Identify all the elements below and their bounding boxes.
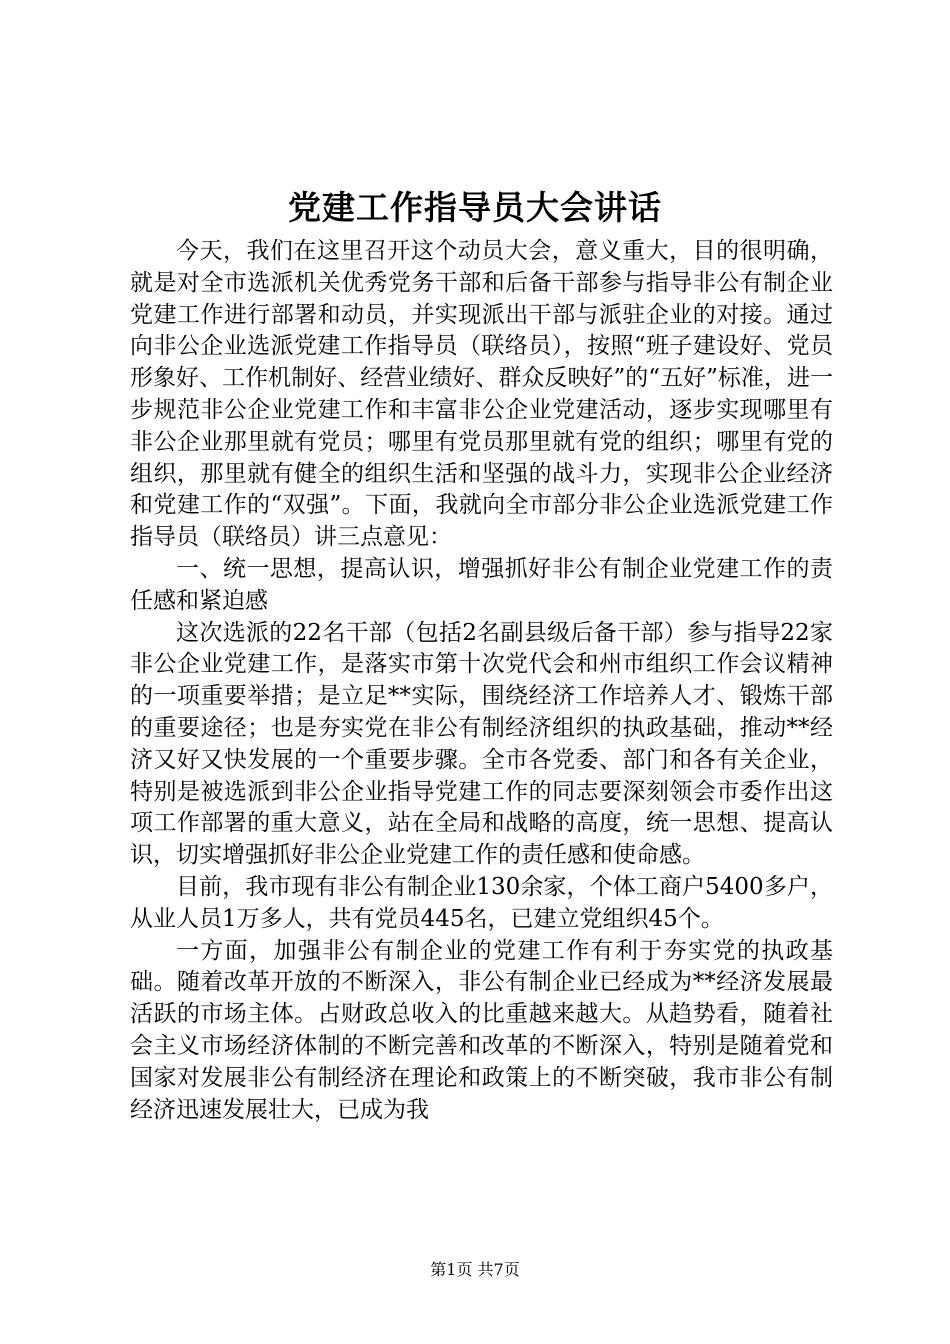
page-footer: 第1页 共7页	[430, 1260, 520, 1279]
paragraph: 一方面，加强非公有制企业的党建工作有利于夯实党的执政基础。随着改革开放的不断深入，非公有制企业已经成为**经济发展最活跃的市场主体。占财政总收入的比重越来越大。从趋势看，随着社会主义市场经济体制的不断完善和改革的不断深入，特别是随着党和国家对发展非公有制经济在理论和政策上的不断突破，我市非公有制经济迅速发展壮大，已成为我	[130, 937, 833, 1123]
paragraph: 今天，我们在这里召开这个动员大会，意义重大，目的很明确，就是对全市选派机关优秀党务干部和后备干部参与指导非公有制企业党建工作进行部署和动员，并实现派出干部与派驻企业的对接。通过向非公企业选派党建工作指导员（联络员），按照“班子建设好、党员形象好、工作机制好、经营业绩好、群众反映好”的“五好”标准，进一步规范非公企业党建工作和丰富非公企业党建活动，逐步实现哪里有非公企业那里就有党员；哪里有党员那里就有党的组织；哪里有党的组织，那里就有健全的组织生活和坚强的战斗力，实现非公企业经济和党建工作的“双强”。下面，我就向全市部分非公企业选派党建工作指导员（联络员）讲三点意见：	[130, 238, 833, 551]
section-heading: 一、统一思想，提高认识，增强抓好非公有制企业党建工作的责任感和紧迫感	[130, 555, 833, 614]
paragraph: 这次选派的22名干部（包括2名副县级后备干部）参与指导22家非公企业党建工作，是落实市第十次党代会和州市组织工作会议精神的一项重要举措；是立足**实际，围绕经济工作培养人才、锻炼干部的重要途径；也是夯实党在非公有制经济组织的执政基础，推动**经济又好又快发展的一个重要步骤。全市各党委、部门和各有关企业，特别是被选派到非公企业指导党建工作的同志要深刻领会市委作出这项工作部署的重大意义，站在全局和战略的高度，统一思想、提高认识，切实增强抓好非公企业党建工作的责任感和使命感。	[130, 619, 833, 869]
document-title: 党建工作指导员大会讲话	[288, 188, 662, 227]
paragraph: 目前，我市现有非公有制企业130余家，个体工商户5400多户，从业人员1万多人，共有党员445名，已建立党组织45个。	[130, 873, 833, 932]
document-body	[130, 236, 833, 1126]
